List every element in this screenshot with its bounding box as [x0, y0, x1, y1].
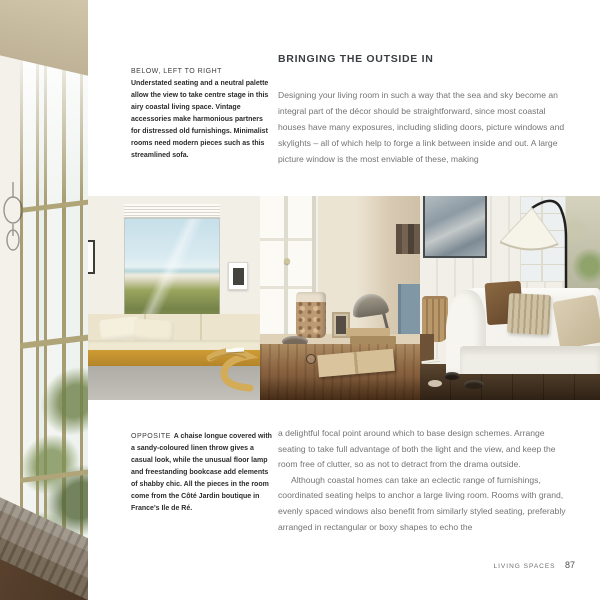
bowl	[444, 372, 460, 380]
partial-frame	[88, 240, 95, 274]
sofa-seat-front	[460, 346, 600, 374]
photo-image	[336, 316, 346, 334]
tall-windows	[20, 50, 88, 570]
background-shelf	[396, 224, 420, 254]
striped-cushion	[507, 293, 551, 335]
article-body-paragraph-1: a delightful focal point around which to base design schemes. Arrange seating to take full advantage of both the light and the view, and keep the room free of clutter, so as not to detract from the drama outside.	[278, 428, 556, 470]
shell-jar	[296, 292, 326, 338]
page-footer	[494, 555, 575, 573]
plywood-stool	[202, 346, 260, 396]
photo-left-window-strip	[0, 0, 88, 600]
book	[346, 328, 390, 336]
bowl	[464, 380, 484, 389]
wire-lantern	[0, 182, 26, 277]
article-intro: Designing your living room in such a way that the sea and sky become an integral part of the décor should be straightforward, since most coastal houses have many exposures, including sliding doors, picture windows and skylights – all of which help to forge a link between inside and out. A large picture window is the most enviable of these, making	[278, 90, 565, 164]
pebbles	[428, 380, 442, 387]
photo-white-chaise	[420, 196, 600, 400]
photo-coastal-living-room	[88, 196, 260, 400]
caption-text: A chaise longue covered with a sandy-coloured linen throw gives a casual look, while the unusual floor lamp and freestanding bookcase add elements of shabby chic. All the pieces in the room come from the Côté Jardin boutique in France's Ile de Ré.	[131, 433, 272, 512]
blue-cabinet	[398, 284, 420, 340]
footer-page-number: 87	[564, 560, 575, 570]
venetian-blind	[124, 204, 220, 218]
photo-rustic-table	[260, 196, 420, 400]
caption-text: Understated seating and a neutral palette allow the view to take centre stage in this airy coastal living space. Vintage accessories make harmonious partners for distressed old furnishings. Minimalist rooms need modern pieces such as this streamlined sofa.	[131, 80, 269, 159]
caption-opposite	[131, 431, 273, 515]
framed-art	[228, 262, 248, 290]
page-title: BRINGING THE OUTSIDE IN	[278, 53, 434, 65]
table-front-shadow	[260, 376, 420, 400]
caption-below	[131, 66, 273, 162]
light-cushion	[552, 295, 600, 350]
art-image	[233, 268, 244, 285]
article-body	[278, 426, 574, 535]
footer-section-label: LIVING SPACES	[493, 563, 556, 570]
window-dune-view	[124, 218, 220, 324]
caption-label: BELOW, LEFT TO RIGHT	[131, 68, 222, 75]
abstract-seascape-art	[423, 196, 487, 258]
book	[350, 336, 396, 344]
caption-label: OPPOSITE	[131, 433, 171, 440]
window-knob	[284, 258, 290, 264]
article-body-paragraph-2: Although coastal homes can take an eclectic range of furnishings, coordinated seating helps to anchor a large living room. Rooms with grand, evenly spaced windows also benefit from similarly styled seating, preferably arranged in rectangular or boxy shapes to echo the	[278, 474, 566, 532]
reading-glasses	[306, 354, 316, 364]
